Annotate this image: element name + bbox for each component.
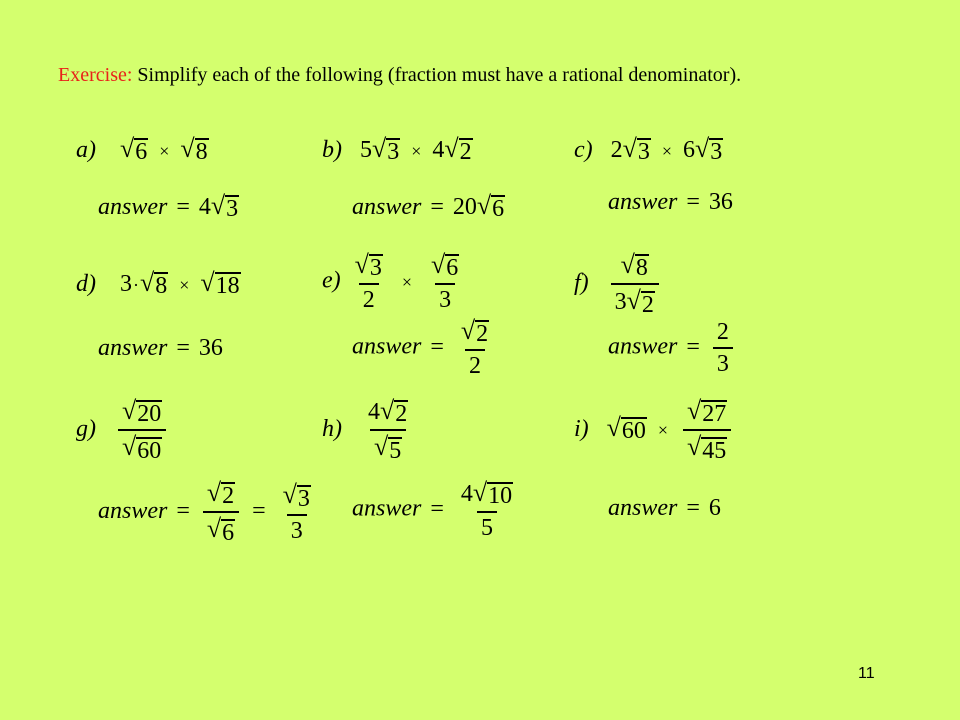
answer-f: answer = $\frac{2}{3}$ xyxy=(608,320,737,376)
radical: √ 18 xyxy=(200,268,240,300)
radical: √ 2 xyxy=(380,396,408,428)
answer-e: answer = √ 2 2 xyxy=(352,318,497,378)
problem-i xyxy=(574,398,735,463)
fraction xyxy=(118,398,166,463)
problem-a xyxy=(76,136,209,164)
fraction: 4 √ 10 5 xyxy=(460,478,513,542)
problem-label: a) xyxy=(76,137,96,163)
times-sign: × xyxy=(401,271,413,292)
radical: √ 5 xyxy=(374,432,402,464)
problem-h xyxy=(322,398,416,463)
radical: √ 8 xyxy=(620,250,648,282)
radical: √ 3 xyxy=(372,134,400,166)
fraction: 4 √ 2 √ 5 xyxy=(368,396,408,464)
radical: √ 6 xyxy=(476,191,505,223)
radical: √ 20 xyxy=(122,396,162,428)
problem-label: e) xyxy=(322,267,341,294)
answer-b: answer = 20 √ 6 xyxy=(352,191,505,223)
radical: √ 45 xyxy=(687,432,727,464)
radical: √ 60 xyxy=(122,432,162,464)
answer-i: answer = 6 xyxy=(608,495,721,521)
problem-label: c) xyxy=(574,137,593,163)
radical: √ 6 xyxy=(120,134,148,166)
fraction: √ 3 3 xyxy=(282,480,310,544)
fraction xyxy=(203,480,239,545)
fraction: $\frac{2}{3}$ xyxy=(713,320,733,376)
times-sign: × xyxy=(179,275,190,295)
radical: √ 2 xyxy=(444,134,472,166)
radical: √ 2 xyxy=(460,316,489,348)
radical: √ 6 xyxy=(431,250,459,282)
problem-e xyxy=(322,252,467,312)
answer-g: answer = √ 2 √ 6 = √ 3 3 xyxy=(98,480,319,545)
radical: √ 27 xyxy=(687,396,727,428)
answer-c: answer = 36 xyxy=(608,189,733,215)
answer-d: answer = 36 xyxy=(98,335,223,361)
fraction xyxy=(683,398,731,463)
times-sign: × xyxy=(159,141,170,161)
radical: √ 6 xyxy=(206,514,235,546)
problem-label: d) xyxy=(76,271,96,297)
times-sign: × xyxy=(661,141,673,161)
exercise-heading xyxy=(58,64,741,87)
answer-h: answer = 4 √ 10 5 xyxy=(352,480,521,540)
fraction: √ 3 2 xyxy=(354,250,382,314)
radical: √ 2 xyxy=(626,286,654,318)
problem-f xyxy=(574,252,663,317)
times-sign: × xyxy=(657,419,669,440)
radical: √ 3 xyxy=(695,134,723,166)
answer-a: answer = 4 √ 3 xyxy=(98,191,239,223)
radical: √ 3 xyxy=(622,134,650,166)
problem-b: b) 5 √ 3 × 4 √ 2 xyxy=(322,134,472,166)
radical: √ 2 xyxy=(206,478,235,510)
page-number: 11 xyxy=(858,665,875,682)
problem-label: b) xyxy=(322,137,342,163)
radical: √ 3 xyxy=(210,191,239,223)
fraction: √ 8 3 √ 2 xyxy=(611,252,659,317)
fraction: √ 6 3 xyxy=(431,250,459,314)
exercise-instructions: Simplify each of the following (fraction must have a rational denominator). xyxy=(132,64,742,86)
problem-label: g) xyxy=(76,415,96,442)
fraction: √ 2 2 xyxy=(460,316,489,380)
radical: √ 3 xyxy=(354,250,382,282)
radical: √ 60 xyxy=(606,412,646,445)
radical: √ 10 xyxy=(472,478,513,510)
radical: √ 3 xyxy=(282,480,310,512)
problem-g xyxy=(76,398,170,463)
problem-c: c) 2 √ 3 × 6 √ 3 xyxy=(574,134,723,166)
exercise-label: Exercise: xyxy=(58,64,133,86)
problem-label: h) xyxy=(322,415,342,442)
times-sign: × xyxy=(411,141,422,161)
radical: √ 8 xyxy=(140,268,168,300)
problem-label: f) xyxy=(574,269,589,296)
radical: √ 8 xyxy=(180,134,208,166)
problem-d: d) 3· √ 8 × √ 18 xyxy=(76,268,240,300)
problem-label: i) xyxy=(574,415,589,442)
